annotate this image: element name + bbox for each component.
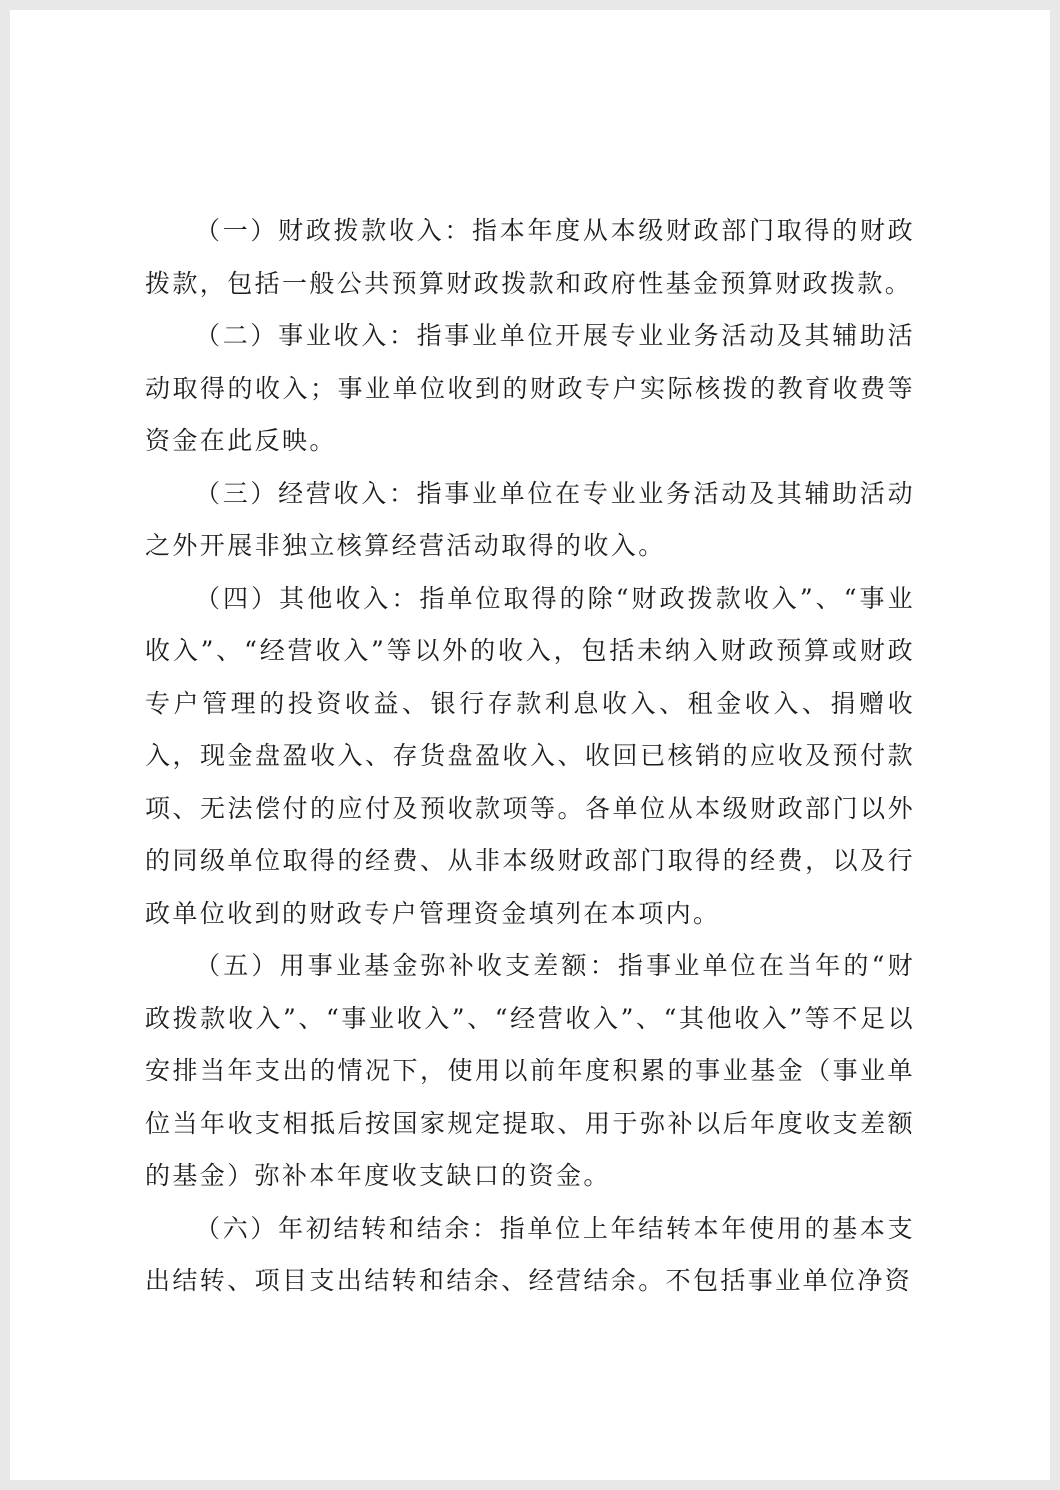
paragraph-label: （四） bbox=[195, 583, 280, 613]
document-body bbox=[145, 205, 915, 1308]
paragraph-text: 年初结转和结余：指单位上年结转本年使用的基本支出结转、项目支出结转和结余、经营结余。不包括事业单位净资 bbox=[145, 1213, 916, 1295]
paragraph-text: 财政拨款收入：指本年度从本级财政部门取得的财政拨款，包括一般公共预算财政拨款和政府性基金预算财政拨款。 bbox=[145, 216, 916, 298]
paragraph-label: （三） bbox=[195, 478, 279, 508]
paragraph-2 bbox=[145, 310, 915, 468]
paragraph-label: （五） bbox=[195, 951, 280, 980]
paragraph-6 bbox=[145, 1203, 915, 1308]
paragraph-label: （一） bbox=[195, 216, 279, 245]
paragraph-4 bbox=[145, 573, 915, 941]
paragraph-text: 经营收入：指事业单位在专业业务活动及其辅助活动之外开展非独立核算经营活动取得的收入。 bbox=[145, 478, 916, 560]
paragraph-5 bbox=[145, 940, 915, 1203]
paragraph-text: 用事业基金弥补收支差额：指事业单位在当年的“财政拨款收入”、“事业收入”、“经营收入”、“其他收入”等不足以安排当年支出的情况下，使用以前年度积累的事业基金（事业单位当年收支相抵后按国家规定提取、用于弥补以后年度收支差额的基金）弥补本年度收支缺口的资金。 bbox=[145, 951, 915, 1190]
paragraph-text: 其他收入：指单位取得的除“财政拨款收入”、“事业收入”、“经营收入”等以外的收入，包括未纳入财政预算或财政专户管理的投资收益、银行存款利息收入、租金收入、捐赠收入，现金盘盈收入、存货盘盈收入、收回已核销的应收及预付款项、无法偿付的应付及预收款项等。各单位从本级财政部门以外的同级单位取得的经费、从非本级财政部门取得的经费，以及行政单位收到的财政专户管理资金填列在本项内。 bbox=[145, 583, 916, 928]
paragraph-3 bbox=[145, 468, 915, 573]
paragraph-label: （六） bbox=[195, 1213, 279, 1243]
paragraph-text: 事业收入：指事业单位开展专业业务活动及其辅助活动取得的收入；事业单位收到的财政专户实际核拨的教育收费等资金在此反映。 bbox=[145, 321, 916, 455]
paragraph-label: （二） bbox=[195, 321, 279, 350]
paragraph-1 bbox=[145, 205, 915, 310]
document-page bbox=[10, 10, 1050, 1480]
